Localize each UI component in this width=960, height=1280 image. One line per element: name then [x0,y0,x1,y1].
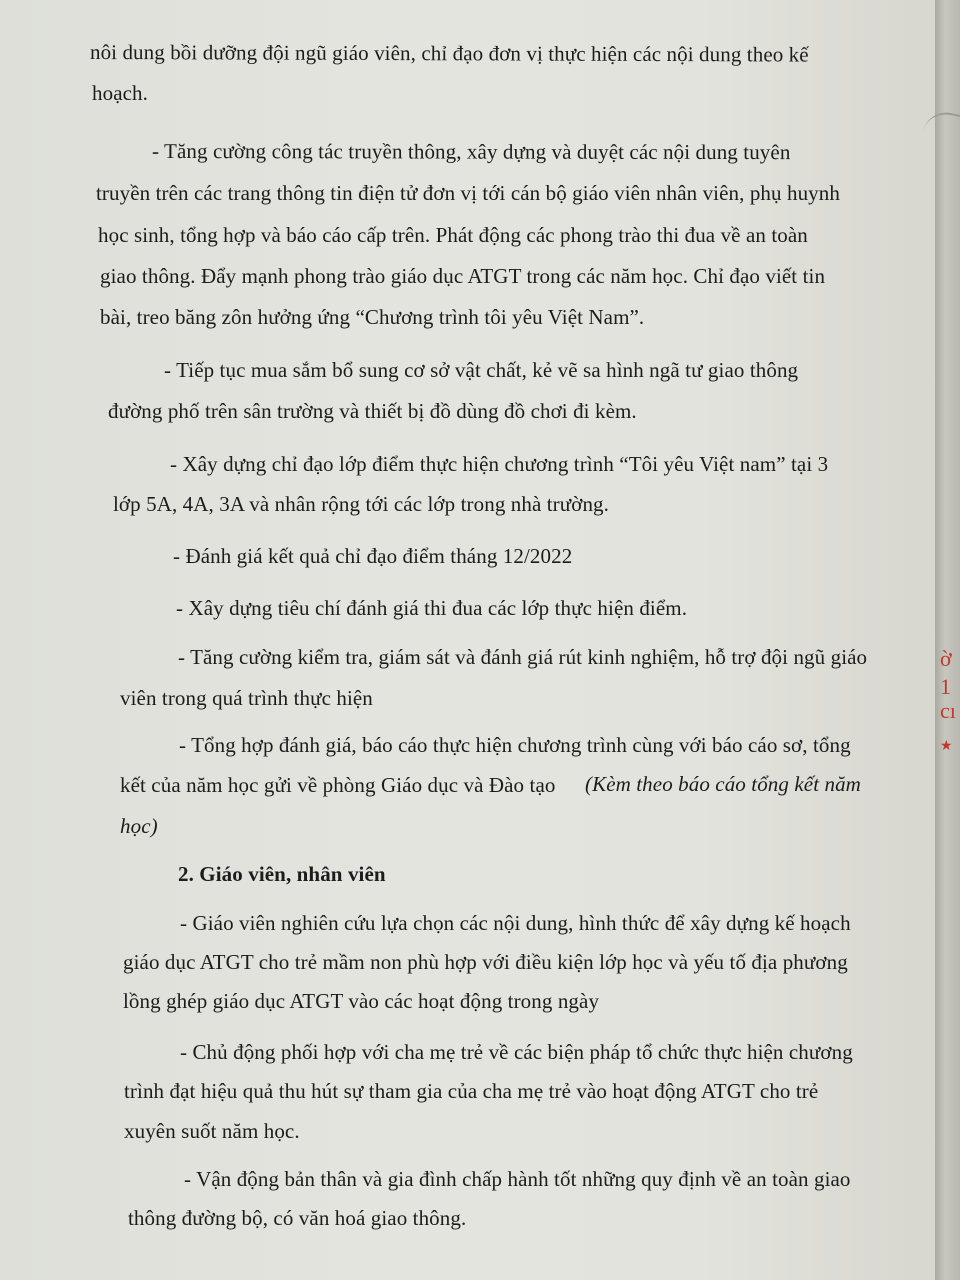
text-line: - Giáo viên nghiên cứu lựa chọn các nội dung, hình thức để xây dựng kế hoạch [180,911,851,935]
text-line: lồng ghép giáo dục ATGT vào các hoạt động trong ngày [123,989,600,1013]
text-line: nôi dung bồi dưỡng đội ngũ giáo viên, chỉ đạo đơn vị thực hiện các nội dung theo kế [89,40,809,67]
text-line: - Tăng cường công tác truyền thông, xây dựng và duyệt các nội dung tuyên [151,139,791,165]
under-page-mark: ★ [940,739,953,754]
text-line: lớp 5A, 4A, 3A và nhân rộng tới các lớp trong nhà trường. [113,492,610,516]
text-line: trình đạt hiệu quả thu hút sự tham gia của cha mẹ trẻ vào hoạt động ATGT cho trẻ [124,1079,819,1103]
section-heading: 2. Giáo viên, nhân viên [178,862,386,886]
text-line: giao thông. Đẩy mạnh phong trào giáo dục ATGT trong các năm học. Chỉ đạo viết tin [100,264,826,288]
text-line-italic: (Kèm theo báo cáo tổng kết năm [585,772,861,796]
text-line: - Tăng cường kiểm tra, giám sát và đánh giá rút kinh nghiệm, hỗ trợ đội ngũ giáo [178,645,868,669]
text-line: xuyên suốt năm học. [124,1119,300,1143]
text-line: - Xây dựng tiêu chí đánh giá thi đua các lớp thực hiện điểm. [176,596,688,620]
text-line: - Vận động bản thân và gia đình chấp hành tốt những quy định về an toàn giao [184,1167,851,1191]
under-page-mark: 1 [940,674,951,699]
text-line: - Tiếp tục mua sắm bổ sung cơ sở vật chất, kẻ vẽ sa hình ngã tư giao thông [164,358,799,382]
text-line: thông đường bộ, có văn hoá giao thông. [128,1206,467,1230]
text-line: kết của năm học gửi về phòng Giáo dục và Đào tạo [120,773,556,797]
text-line: - Chủ động phối hợp với cha mẹ trẻ về các biện pháp tổ chức thực hiện chương [180,1040,853,1064]
text-line: - Xây dựng chỉ đạo lớp điểm thực hiện chương trình “Tôi yêu Việt nam” tại 3 [170,452,829,476]
text-line: truyền trên các trang thông tin điện tử đơn vị tới cán bộ giáo viên nhân viên, phụ huynh [96,181,840,205]
text-line: đường phố trên sân trường và thiết bị đồ dùng đồ chơi đi kèm. [108,399,637,423]
under-page-mark: cı [940,698,956,723]
text-line: bài, treo băng zôn hưởng ứng “Chương trình tôi yêu Việt Nam”. [100,305,645,329]
text-line: - Tổng hợp đánh giá, báo cáo thực hiện chương trình cùng với báo cáo sơ, tổng [179,733,851,757]
text-line-italic: học) [120,814,158,838]
text-line: học sinh, tổng hợp và báo cáo cấp trên. Phát động các phong trào thi đua về an toàn [98,223,808,247]
text-line: viên trong quá trình thực hiện [120,686,373,710]
text-line: hoạch. [92,81,148,105]
under-page-mark: ờ [940,646,952,671]
text-line: - Đánh giá kết quả chỉ đạo điểm tháng 12/2022 [173,544,573,568]
text-line: giáo dục ATGT cho trẻ mầm non phù hợp với điều kiện lớp học và yếu tố địa phương [123,950,848,974]
